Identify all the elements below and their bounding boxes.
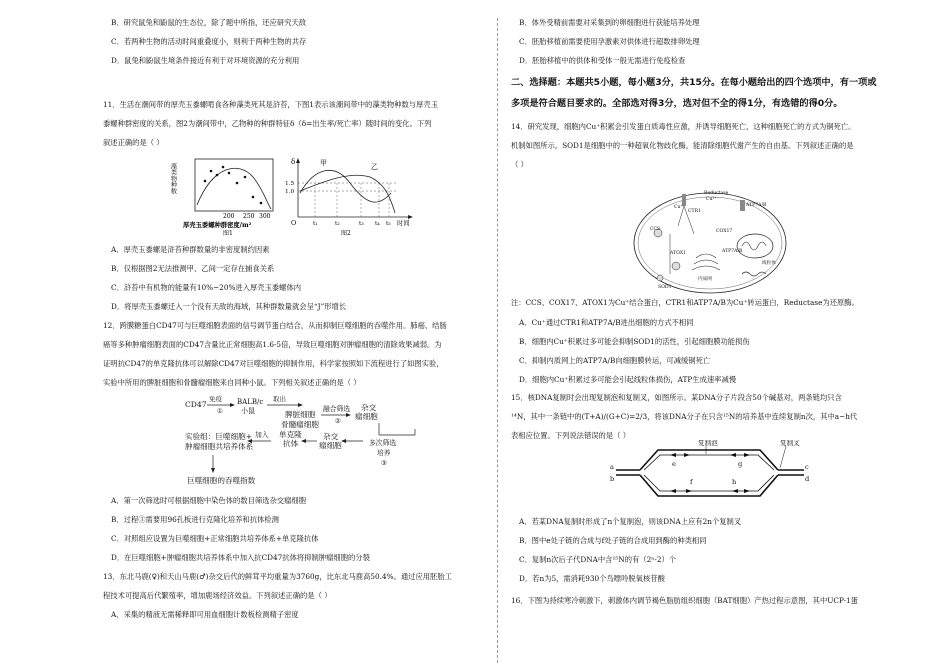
question-12-flowchart [183, 395, 438, 491]
right-text-line: D．细胞内Cu⁺积累过多可能会引起线粒体损伤，ATP生成速率减慢 [519, 375, 737, 384]
left-text-line: 叙述正确的是（ ） [103, 138, 164, 147]
flow-cd47: CD47 [185, 400, 207, 409]
label-h: h [732, 478, 737, 486]
left-text-line: 黍螺种群密度的关系，图2为潮间带中，乙物种的种群特征δ（δ=出生率/死亡率）随时间的变化。下列 [103, 119, 432, 128]
fig1-tick-300: 300 [259, 213, 271, 220]
diag-cu2: Cu²⁺ [706, 197, 717, 202]
fig2-origin: O [291, 219, 297, 227]
fig1-graph [170, 159, 274, 237]
right-text-line: 15．核DNA复制时会出现复制泡和复制叉，如图所示。某DNA分子片段含50个碱基对，两条链均只含 [511, 393, 842, 402]
question-11-figure [165, 153, 415, 245]
diag-cox17: COX17 [716, 229, 733, 234]
right-text-line: A．若某DNA复制时形成了n个复制泡，则该DNA上应有2n个复制叉 [519, 517, 742, 526]
left-text-line: 程技术可提高后代繁殖率，增加鹿场经济效益。下列叙述正确的是（ ） [103, 591, 332, 600]
left-text-line: B．仅根据图2无法推测甲、乙间一定存在捕食关系 [111, 264, 275, 273]
diag-atp7ab-1: ATP7A/B [746, 203, 767, 208]
flow-culture: 培养 [377, 449, 391, 457]
left-text-line: A．第一次筛选时可根据细胞中染色体的数目筛选杂交瘤细胞 [111, 496, 306, 505]
left-text-line: C．若两种生物的活动时间重叠度小，则利于两种生物的共存 [111, 37, 307, 46]
flow-spleen-cells: 脾脏细胞 [285, 410, 316, 419]
diag-er: 内质网 [698, 277, 712, 282]
label-g: g [738, 460, 743, 468]
fig2-ytick-1.5: 1.5 [285, 181, 295, 187]
diag-cu1: Cu⁺ [674, 205, 683, 210]
fig1-xlabel: 厚壳玉黍螺种群密度/m² [183, 222, 252, 229]
right-text-line: （ ） [511, 160, 528, 169]
left-text-line: C．浒苔中有机物的能量有10%~20%进入厚壳玉黍螺体内 [111, 283, 302, 292]
fig1-tick-250: 250 [243, 213, 255, 220]
right-text-line: 14．研究发现，细胞内Cu⁺积累会引发蛋白质毒性应激，并诱导细胞死亡，这种细胞死亡的方式为铜死亡。 [511, 122, 856, 131]
flow-result: 巨噬细胞的吞噬指数 [187, 476, 256, 485]
label-bubble: 复制泡 [698, 440, 718, 447]
flow-step2: ② [335, 417, 341, 425]
left-text-line: B．研究鼠兔和鼢鼠的生态位，除了题中所指，还应研究天敌 [111, 18, 307, 27]
left-column [103, 0, 488, 672]
right-text-line: A．Cu⁺通过CTR1和ATP7A/B进出细胞的方式不相同 [519, 318, 694, 327]
label-d: d [805, 475, 810, 483]
diag-ctr1: CTR1 [688, 209, 701, 214]
fig2-ytick-1.0: 1.0 [285, 189, 295, 195]
column-divider [497, 18, 498, 663]
flow-step1: ① [217, 407, 223, 415]
label-b: b [610, 475, 615, 483]
flow-mab: 单克隆抗体 [279, 430, 302, 448]
left-text-line: D．将厚壳玉黍螺迁入一个没有天敌的海域，其种群数量就会呈“J”形增长 [111, 302, 347, 311]
question-15-replication-diagram [610, 440, 810, 506]
fig2-yaxis: δ [291, 158, 296, 166]
fig1-ylabel: 藻类物种数 [169, 163, 177, 194]
diag-reductase: Reductase [704, 191, 729, 196]
left-text-line: 癌等多种肿瘤细胞表面的CD47含量比正常细胞高1.6-5倍，导致巨噬细胞对肿瘤细胞的清除效果减弱。为 [103, 340, 442, 349]
fig2-xtick-t1: t₁ [313, 221, 318, 227]
left-text-line: 12．跨膜糖蛋白CD47可与巨噬细胞表面的信号调节蛋白结合，从而抑制巨噬细胞的吞噬作用。肺癌、结肠 [103, 321, 447, 330]
fig1-tick-200: 200 [223, 213, 235, 220]
label-a: a [610, 463, 614, 471]
flow-step3: ③ [381, 459, 387, 467]
left-text-line: 13．东北马鹿(♀)和天山马鹿(♂)杂交后代的鲜茸平均重量为3760g，比东北马鹿高50.4%。通过应用胚胎工 [103, 572, 452, 581]
left-text-line: D．在巨噬细胞+肿瘤细胞共培养体系中加入抗CD47抗体将抑制肿瘤细胞的分裂 [111, 553, 370, 562]
flow-add: 加入 [255, 431, 269, 439]
right-text-line: 机制如图所示。SOD1是细胞中的一种超氧化物歧化酶，能清除细胞代谢产生的自由基。下列叙述正确的是 [511, 141, 854, 150]
label-f: f [690, 478, 693, 486]
left-text-line: B．过程③需要用96孔板进行克隆化培养和抗体检测 [111, 515, 279, 524]
right-text-line: 多项是符合题目要求的。全部选对得3分，选对但不全的得1分，有选错的得0分。 [511, 98, 843, 109]
fig2-series-yi: 乙 [371, 163, 378, 171]
label-e: e [672, 460, 676, 468]
right-text-line: B．体外受精前需要对采集到的卵细胞进行获能培养处理 [519, 18, 700, 27]
fig2-xtick-t3: t₃ [359, 221, 364, 227]
right-text-line: B．图中e处子链的合成与f处子链的合成用到酶的种类相同 [519, 536, 707, 545]
label-fork: 复制叉 [780, 440, 800, 447]
fig1-caption: 图1 [223, 230, 233, 237]
right-text-line: 表相应位置。下列说法错误的是（ ） [511, 431, 631, 440]
diag-ccs: CCS [650, 227, 661, 232]
flow-hybrid2: 杂交瘤细胞 [319, 432, 342, 450]
flow-immunize: 免疫 [209, 395, 222, 403]
left-text-line: 实验中所用的脾脏细胞和骨髓瘤细胞来自同种小鼠。下列相关叙述正确的是（ ） [103, 378, 361, 387]
right-text-line: C．复制n次后子代DNA中含¹⁵N的有（2ⁿ-2）个 [519, 555, 677, 564]
diag-atp7ab-2: ATP7A/B [722, 249, 743, 254]
left-text-line: 证明抗CD47的单克隆抗体可以解除CD47对巨噬细胞的抑制作用，科学家按照如下流程进行了如图实验， [103, 359, 444, 368]
diag-atox1: ATOX1 [670, 251, 687, 256]
flow-fusion: 融合筛选 [323, 405, 351, 413]
fig2-xtick-t4: t₄ [375, 221, 380, 227]
right-text-line: D．若n为5，需消耗930个鸟嘌呤脱氧核苷酸 [519, 574, 665, 583]
flow-myeloma-cells: 骨髓瘤细胞 [281, 420, 319, 429]
left-text-line: D．鼠兔和鼢鼠生境条件接近有利于对环境资源的充分利用 [111, 56, 300, 65]
flow-multi-screen: 多次筛选 [369, 439, 397, 447]
right-text-line: C．胚胎移植前需要使用孕激素对供体进行超数排卵处理 [519, 37, 700, 46]
right-text-line: 16．下图为持续寒冷刺激下，刺激体内调节褐色脂肪组织细胞（BAT细胞）产热过程示意图，其中UCP-1蛋 [511, 596, 858, 605]
label-c: c [805, 463, 809, 471]
right-text-line: 二、选择题：本题共5小题，每小题3分，共15分。在每小题给出的四个选项中，有一项或 [511, 77, 877, 88]
left-text-line: A．采集的精液无需稀释即可用血细胞计数板检测精子密度 [111, 610, 299, 619]
flow-hybrid: 杂交瘤细胞 [355, 403, 378, 421]
left-text-line: 11．生活在潮间带的厚壳玉黍螺啃食各种藻类死其是浒苔，下图1表示该潮间带中的藻类物种数与厚壳玉 [103, 100, 438, 109]
right-text-line: 注：CCS、COX17、ATOX1为Cu⁺结合蛋白，CTR1和ATP7A/B为Cu⁺转运蛋白，Reductase为还原酶。 [511, 298, 859, 307]
right-text-line: D．胚胎移植中的供体和受体一般无需进行免疫检查 [519, 56, 686, 65]
fig2-xtick-t2: t₂ [335, 221, 340, 227]
question-14-cuproptosis-diagram [630, 188, 790, 296]
fig2-xlabel: 时间 [397, 220, 410, 227]
right-column [511, 0, 911, 672]
fig2-series-jia: 甲 [320, 159, 327, 167]
flow-mouse: BALB/c 小鼠 [237, 398, 264, 415]
diag-mito: 线粒体 [762, 261, 776, 266]
diag-sod1: SOD1 [658, 285, 672, 290]
right-text-line: ¹⁴N，其中一条链中的(T+A)/(G+C)=2/3，将该DNA分子在只含¹⁵N的培养基中连续复制n次，其中a~h代 [511, 412, 858, 421]
left-text-line: C．对照组应设置为巨噬细胞+正常细胞共培养体系+单克隆抗体 [111, 534, 319, 543]
fig2-xtick-t5: t₅ [386, 221, 391, 227]
fig2-graph [285, 158, 413, 237]
flow-exp-group: 实验组：巨噬细胞+肿瘤细胞共培养体系 [185, 432, 254, 451]
left-text-line: A．厚壳玉黍螺是浒苔种群数量的非密度制约因素 [111, 245, 270, 254]
fig2-caption: 图2 [341, 230, 351, 237]
right-text-line: B．细胞内Cu⁺积累过多可能会抑制SOD1的活性，引起细胞膜功能损伤 [519, 337, 750, 346]
right-text-line: C．抑制内质网上的ATP7A/B向细胞膜转运，可减缓铜死亡 [519, 356, 711, 365]
flow-take: 取出 [273, 395, 286, 403]
